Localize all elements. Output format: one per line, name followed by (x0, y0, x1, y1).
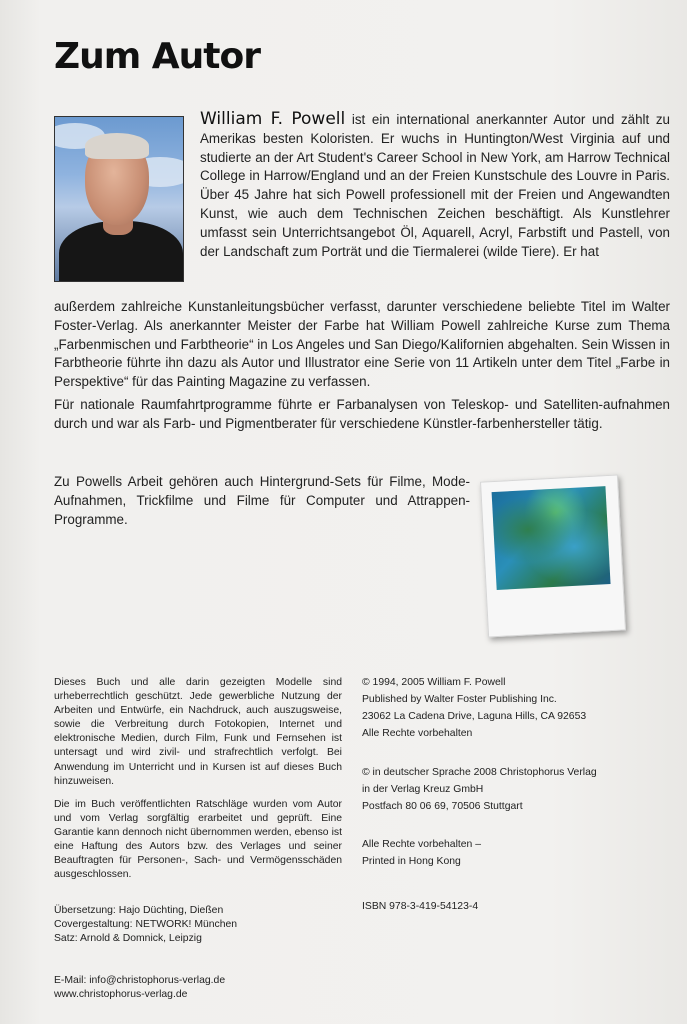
publisher-de-block (362, 766, 652, 814)
publisher-de-address: Postfach 80 06 69, 70506 Stuttgart (362, 801, 523, 813)
contact-website: www.christophorus-verlag.de (54, 989, 188, 1001)
bio-paragraph-3: Zu Powells Arbeit gehören auch Hintergrund-Sets für Filme, Mode-Aufnahmen, Trickfilme und Filme für Computer und Attrappen-Programme. (54, 474, 470, 527)
publisher-us-address: 23062 La Cadena Drive, Laguna Hills, CA 92653 (362, 711, 587, 723)
author-hair (85, 133, 149, 159)
copyright-notice: Dieses Buch und alle darin gezeigten Modelle sind urheberrechtlich geschützt. Jede gewerbliche Nutzung der Arbeiten und Entwürfe, ein Nachdruck, auch auszugsweise, sowie die Verbreitung durch Fotokopien, Internet und elektronische Medien, durch Film, Funk und Fernsehen ist untersagt und wird zivil- und strafrechtlich verfolgt. Bei Anwendung im Unterricht und in Kursen ist auf dieses Buch hinzuweisen. (54, 677, 342, 787)
contact-block (54, 974, 342, 1002)
page-title: Zum Autor (54, 36, 260, 77)
credit-cover-design: Covergestaltung: NETWORK! München (54, 919, 238, 931)
painting-sample-card (480, 474, 626, 637)
credit-translation: Übersetzung: Hajo Düchting, Dießen (54, 905, 224, 916)
contact-email: E-Mail: info@christophorus-verlag.de (54, 975, 226, 986)
publisher-us-block (362, 676, 652, 741)
isbn-number: ISBN 978-3-419-54123-4 (362, 901, 479, 912)
painting-sample-image (492, 486, 611, 590)
credit-typesetting: Satz: Arnold & Domnick, Leipzig (54, 933, 202, 945)
printed-in: Printed in Hong Kong (362, 856, 461, 868)
publisher-de-copyright: © in deutscher Sprache 2008 Christophorus Verlag (362, 767, 597, 778)
author-bio-first: ist ein international anerkannter Autor und zählt zu Amerikas besten Koloristen. Er wuchs in Huntington/West Virginia auf und studierte an der Art Student's Career School in New York, am Harrow Technical College in Harrow/England und an der Freien Kunstschule des Louvre in Paris. Über 45 Jahre hat sich Powell professionell mit der Freien und Angewandten Kunst, wie auch dem Technischen Zeichen beschäftigt. Als Kunstlehrer umfasst sein Unterrichtsangebot Öl, Aquarell, Acryl, Farbstift und Pastell, von der Landschaft zum Porträt und die Tiermalerei (wilde Tiere). Er hat (200, 112, 671, 259)
publisher-us-name: Published by Walter Foster Publishing Inc. (362, 694, 557, 706)
author-name: William F. Powell (200, 109, 346, 129)
publisher-de-company: in der Verlag Kreuz GmbH (362, 784, 484, 796)
credits-block (54, 904, 342, 946)
rights-reserved: Alle Rechte vorbehalten – (362, 839, 481, 850)
author-photo (54, 116, 184, 282)
advice-disclaimer: Die im Buch veröffentlichten Ratschläge wurden vom Autor und vom Verlag sorgfältig erarbeitet und geprüft. Eine Garantie kann dennoch nicht übernommen werden, ebenso ist eine Haftung des Autors bzw. des Verlages und seiner Beauftragten für Personen-, Sach- und Vermögensschäden ausgeschlossen. (54, 799, 342, 881)
publisher-us-copyright: © 1994, 2005 William F. Powell (362, 677, 506, 688)
author-bio-intro (200, 110, 670, 261)
publisher-us-rights: Alle Rechte vorbehalten (362, 728, 473, 740)
author-bio-continued: außerdem zahlreiche Kunstanleitungsbücher verfasst, darunter verschiedene beliebte Titel im Walter Foster-Verlag. Als anerkannter Meister der Farbe hat William Powell zahlreiche Kurse zum Thema „Farbenmischen und Farbtheorie“ in Los Angeles und San Diego/Kalifornien abgehalten. Sein Wissen in Farbtheorie führte ihn dazu als Autor und Illustrator eine Serie von 11 Artikeln unter dem Titel „Farbe in Perspektive“ für das Painting Magazine zu verfassen. (54, 299, 670, 390)
bio-paragraph-2: Für nationale Raumfahrtprogramme führte er Farbanalysen von Teleskop- und Satelliten-aufnahmen durch und war als Farb- und Pigmentberater für verschiedene Künstler-farbenhersteller tätig. (54, 397, 670, 431)
rights-block (362, 838, 652, 869)
